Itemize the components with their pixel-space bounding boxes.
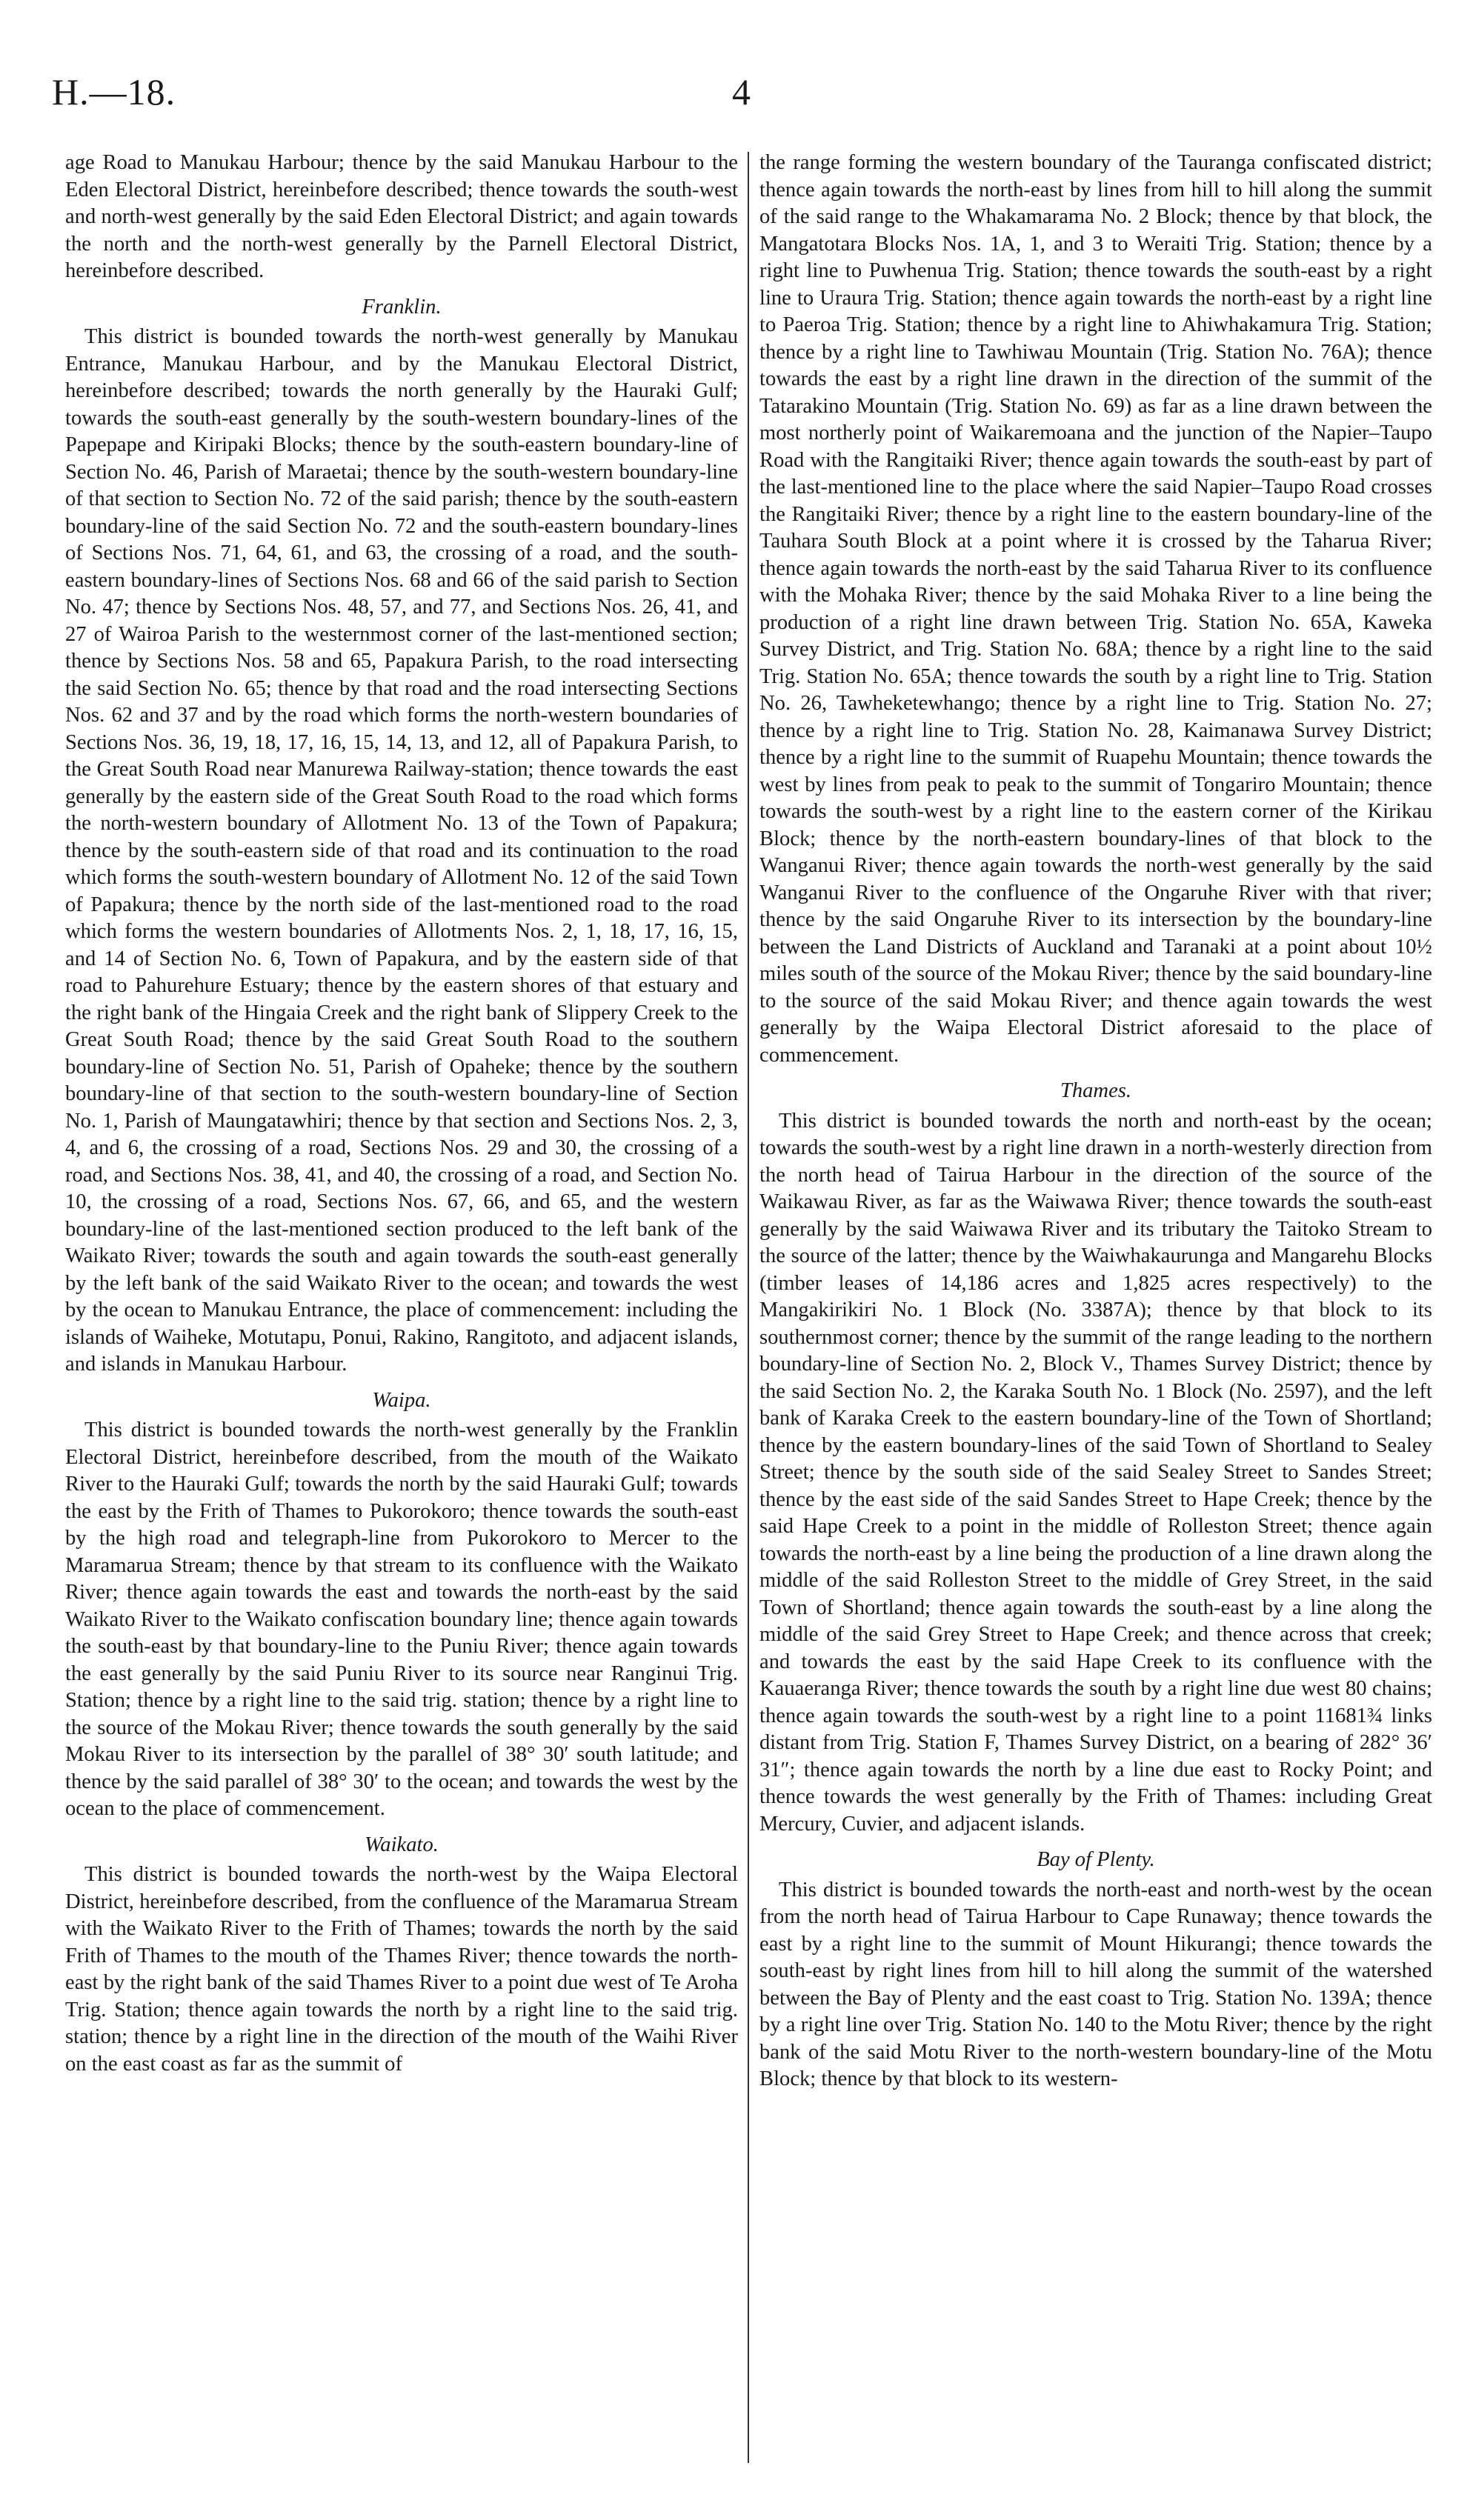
section-heading-bay-of-plenty: Bay of Plenty. xyxy=(1037,1848,1155,1871)
paragraph-thames: This district is bounded towards the north and north-east by the ocean; towards the south-west by a right line drawn in a north-westerly direction from the north head of Tairua Harbour in the direction of the source of the Waikawau River, as far as the Waiwawa River; thence towards the south-east generally by the said Waiwawa River and its tributary the Taitoko Stream to the source of the latter; thence by the Waiwhakaurunga and Mangarehu Blocks (timber leases of 14,186 acres and 1,825 acres respectively) to the Mangakirikiri No. 1 Block (No. 3387A); thence by that block to its southernmost corner; thence by the summit of the range leading to the northern boundary-line of Section No. 2, Block V., Thames Survey District; thence by the said Section No. 2, the Karaka South No. 1 Block (No. 2597), and the left bank of Karaka Creek to the eastern boundary-line of the Town of Shortland; thence by the eastern boundary-lines of the said Town of Shortland to Sealey Street; thence by the south side of the said Sealey Street to Sandes Street; thence by the east side of the said Sandes Street to Hape Creek; thence by the said Hape Creek to a point in the middle of Rolleston Street; thence again towards the north-east by a line being the production of a line drawn along the middle of the said Rolleston Street to the middle of Grey Street, in the said Town of Shortland; thence again towards the south-east by a line along the middle of the said Grey Street to Hape Creek; and thence across that creek; and towards the east by the said Hape Creek to its confluence with the Kauaeranga River; thence towards the south by a right line due west 80 chains; thence again towards the south-west by a right line to a point 11681¾ links distant from Trig. Station F, Thames Survey District, on a bearing of 282° 36′ 31″; thence again towards the north by a line due east to Rocky Point; and thence towards the west generally by the Frith of Thames: including Great Mercury, Cuvier, and adjacent islands. xyxy=(759,1109,1432,1836)
paragraph-bay-of-plenty: This district is bounded towards the north-east and north-west by the ocean from the north head of Tairua Harbour to Cape Runaway; thence towards the east by a right line to the summit of Mount Hikurangi; thence towards the south-east by right lines from hill to hill along the summit of the watershed between the Bay of Plenty and the east coast to Trig. Station No. 139A; thence by a right line over Trig. Station No. 140 to the Motu River; thence by the right bank of the said Motu River to the north-western boundary-line of the Motu Block; thence by that block to its western- xyxy=(759,1878,1432,2090)
section-heading-franklin: Franklin. xyxy=(362,295,442,319)
section-heading-thames: Thames. xyxy=(1060,1079,1132,1102)
paragraph-continuation: the range forming the western boundary of the Tauranga confiscated district; thence again towards the north-east by lines from hill to hill along the summit of the said range to the Whakamarama No. 2 Block; thence by that block, the Mangatotara Blocks Nos. 1A, 1, and 3 to Weraiti Trig. Station; thence by a right line to Puwhenua Trig. Station; thence towards the south-east by a right line to Uraura Trig. Station; thence again towards the north-east by a right line to Paeroa Trig. Station; thence by a right line to Ahiwhakamura Trig. Station; thence by a right line to Tawhiwau Mountain (Trig. Station No. 76A); thence towards the east by a right line drawn in the direction of the summit of the Tatarakino Mountain (Trig. Station No. 69) as far as a line drawn between the most northerly point of Waikaremoana and the junction of the Napier–Taupo Road with the Rangitaiki River; thence again towards the south-east by part of the last-mentioned line to the place where the said Napier–Taupo Road crosses the Rangitaiki River; thence by a right line to the eastern boundary-line of the Tauhara South Block at a point where it is crossed by the Taharua River; thence again towards the north-east by the said Taharua River to its confluence with the Mohaka River; thence by the said Mohaka River to a line being the production of a right line drawn between Trig. Station No. 65A, Kaweka Survey District, and Trig. Station No. 68A; thence by a right line to the said Trig. Station No. 65A; thence towards the south by a right line to Trig. Station No. 26, Tawheketewhango; thence by a right line to Trig. Station No. 27; thence by a right line to Trig. Station No. 28, Kaimanawa Survey District; thence by a right line to the summit of Ruapehu Mountain; thence towards the west by lines from peak to peak to the summit of Tongariro Mountain; thence towards the south-west by a right line to the eastern corner of the Kirikau Block; thence by the north-eastern boundary-lines of that block to the Wanganui River; thence again towards the north-west generally by the said Wanganui River to the confluence of the Ongaruhe River with that river; thence by the said Ongaruhe River to its intersection by the boundary-line between the Land Districts of Auckland and Taranaki at a point about 10½ miles south of the source of the Mokau River; thence by the said boundary-line to the source of the said Mokau River; and thence again towards the west generally by the Waipa Electoral District aforesaid to the place of commencement. xyxy=(759,151,1432,1067)
document-reference: H.—18. xyxy=(52,71,176,113)
paragraph-waipa: This district is bounded towards the north-west generally by the Franklin Electoral District, hereinbefore described, from the mouth of the Waikato River to the Hauraki Gulf; towards the north by the said Hauraki Gulf; towards the east by the Frith of Thames to Pukorokoro; thence towards the south-east by the high road and telegraph-line from Pukorokoro to Mercer to the Maramarua Stream; thence by that stream to its confluence with the Waikato River; thence again towards the east and towards the north-east by the said Waikato River to the Waikato confiscation boundary line; thence again towards the south-east by that boundary-line to the Puniu River; thence again towards the east generally by the said Puniu River to its source near Ranginui Trig. Station; thence by a right line to the said trig. station; thence by a right line to the source of the Mokau River; thence towards the south generally by the said Mokau River to its intersection by the parallel of 38° 30′ south latitude; and thence by the said parallel of 38° 30′ to the ocean; and towards the west by the ocean to the place of commencement. xyxy=(65,1419,738,1820)
right-column xyxy=(759,150,1432,2464)
section-heading-waikato: Waikato. xyxy=(365,1833,439,1856)
left-column xyxy=(65,150,738,2464)
page-header xyxy=(52,70,1445,130)
column-divider xyxy=(748,152,749,2463)
page-number: 4 xyxy=(732,71,751,113)
paragraph-continuation: age Road to Manukau Harbour; thence by the said Manukau Harbour to the Eden Electoral District, hereinbefore described; thence towards the south-west and north-west generally by the said Eden Electoral District; and again towards the north and the north-west generally by the Parnell Electoral District, hereinbefore described. xyxy=(65,151,738,282)
paragraph-franklin: This district is bounded towards the north-west generally by Manukau Entrance, Manukau Harbour, and by the Manukau Electoral District, hereinbefore described; towards the north generally by the Hauraki Gulf; towards the south-east generally by the south-western boundary-lines of the Papepape and Kiripaki Blocks; thence by the south-eastern boundary-line of Section No. 46, Parish of Maraetai; thence by the south-western boundary-line of that section to Section No. 72 of the said parish; thence by the south-eastern boundary-line of the said Section No. 72 and the south-eastern boundary-lines of Sections Nos. 71, 64, 61, and 63, the crossing of a road, and the south-eastern boundary-lines of Sections Nos. 68 and 66 of the said parish to Section No. 47; thence by Sections Nos. 48, 57, and 77, and Sections Nos. 26, 41, and 27 of Wairoa Parish to the westernmost corner of the last-mentioned section; thence by Sections Nos. 58 and 65, Papakura Parish, to the road intersecting the said Section No. 65; thence by that road and the road intersecting Sections Nos. 62 and 37 and by the road which forms the north-western boundaries of Sections Nos. 36, 19, 18, 17, 16, 15, 14, 13, and 12, all of Papakura Parish, to the Great South Road near Manurewa Railway-station; thence towards the east generally by the eastern side of the Great South Road to the road which forms the north-western boundary of Allotment No. 13 of the Town of Papakura; thence by the south-eastern side of that road and its continuation to the road which forms the south-western boundary of Allotment No. 12 of the said Town of Papakura; thence by the north side of the last-mentioned road to the road which forms the western boundaries of Allotments Nos. 2, 1, 18, 17, 16, 15, and 14 of Section No. 6, Town of Papakura, and by the eastern side of that road to Pahurehure Estuary; thence by the eastern shores of that estuary and the right bank of the Hingaia Creek and the right bank of Slippery Creek to the Great South Road; thence by the said Great South Road to the southern boundary-line of Section No. 51, Parish of Opaheke; thence by the southern boundary-line of that section to the south-western boundary-line of Section No. 1, Parish of Maungatawhiri; thence by that section and Sections Nos. 2, 3, 4, and 6, the crossing of a road, Sections Nos. 29 and 30, the crossing of a road, and Sections Nos. 38, 41, and 40, the crossing of a road, and Section No. 10, the crossing of a road, Sections Nos. 67, 66, and 65, and the western boundary-line of the last-mentioned section produced to the left bank of the Waikato River; towards the south and again towards the south-east generally by the left bank of the said Waikato River to the ocean; and towards the west by the ocean to Manukau Entrance, the place of commencement: including the islands of Waiheke, Motutapu, Ponui, Rakino, Rangitoto, and adjacent islands, and islands in Manukau Harbour. xyxy=(65,325,738,1376)
section-heading-waipa: Waipa. xyxy=(372,1388,431,1412)
paragraph-waikato: This district is bounded towards the north-west by the Waipa Electoral District, hereinbefore described, from the confluence of the Maramarua Stream with the Waikato River to the Frith of Thames; towards the north by the said Frith of Thames to the mouth of the Thames River; thence towards the north-east by the right bank of the said Thames River to a point due west of Te Aroha Trig. Station; thence again towards the north by a right line to the said trig. station; thence by a right line in the direction of the mouth of the Waihi River on the east coast as far as the summit of xyxy=(65,1863,738,2076)
